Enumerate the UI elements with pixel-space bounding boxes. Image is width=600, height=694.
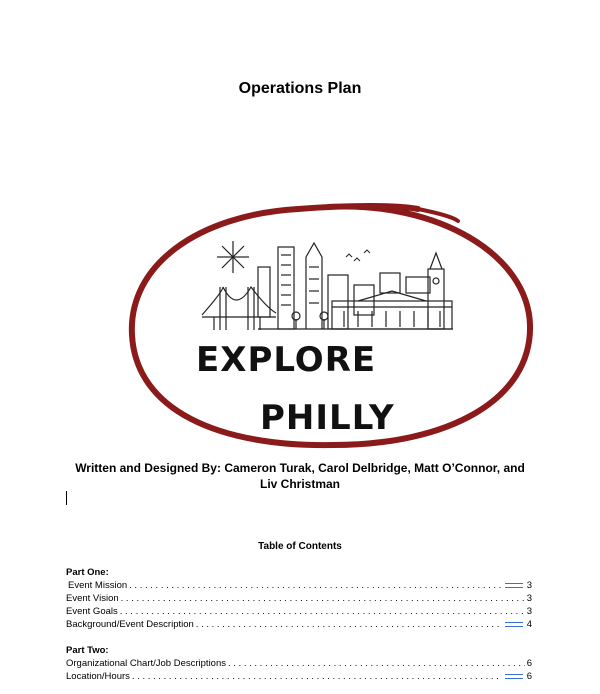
toc-heading: Table of Contents [258,541,342,552]
toc-entry-page: 3 [526,580,532,591]
skyline-icon [258,243,453,329]
logo-text-philly: PHILLY [260,398,395,438]
toc-entry-event-goals[interactable] [66,605,532,618]
birds-icon [346,250,370,261]
explore-philly-logo [118,195,538,450]
fireworks-icon [217,241,249,273]
toc-entry-label: Background/Event Description [66,619,194,630]
toc-part-one-label: Part One: [66,567,109,578]
toc-part-two-label: Part Two: [66,645,109,656]
authors-line-2: Liv Christman [259,477,340,491]
toc-entry-label: Event Goals [66,606,118,617]
toc-entry-page: 6 [526,671,532,682]
toc-spacer [66,631,532,644]
toc-entry-background[interactable] [66,618,532,631]
toc-entry-location-hours[interactable] [66,670,532,683]
dot-leader [120,605,525,618]
toc-entry-label: Event Vision [66,593,119,604]
toc-entry-event-mission[interactable] [66,579,532,592]
hyperlink-mark [505,583,523,588]
dot-leader [132,670,501,683]
authors-line-1: Written and Designed By: Cameron Turak, Carol Delbridge, Matt O’Connor, and [75,461,525,475]
dot-leader [196,618,501,631]
dot-leader [228,657,525,670]
toc-entry-org-chart[interactable] [66,657,532,670]
dot-leader [129,579,501,592]
hyperlink-mark [505,622,523,627]
toc-entry-page: 3 [526,593,532,604]
toc-entry-label: Organizational Chart/Job Descriptions [66,658,226,669]
toc-entry-page: 4 [526,619,532,630]
toc-entry-event-vision[interactable] [66,592,532,605]
table-of-contents [66,566,532,683]
text-cursor [66,491,67,505]
toc-entry-page: 6 [526,658,532,669]
toc-entry-page: 3 [526,606,532,617]
toc-entry-label: Location/Hours [66,671,130,682]
dot-leader [121,592,525,605]
hyperlink-mark [505,674,523,679]
toc-entry-label: Event Mission [68,580,128,591]
logo-text-explore: EXPLORE [196,340,377,380]
bridge-icon [202,287,276,330]
authors-block [60,460,540,492]
document-title: Operations Plan [238,80,362,97]
